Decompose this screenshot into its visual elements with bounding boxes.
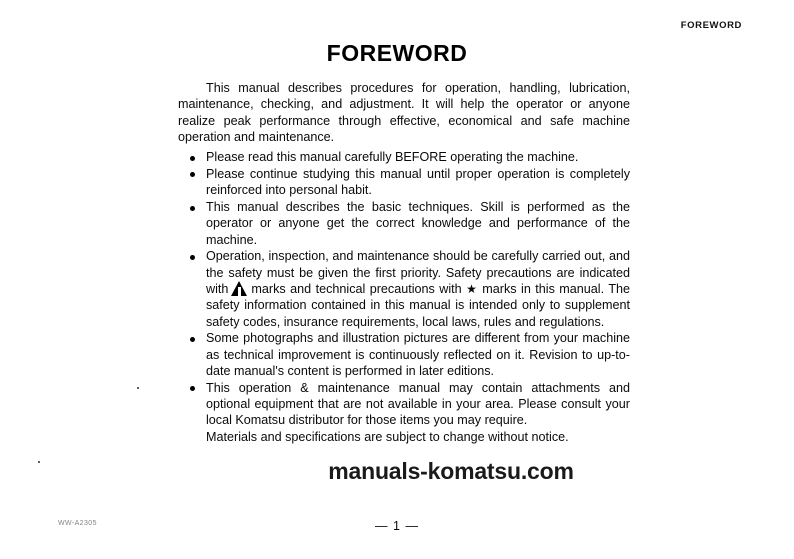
list-item [178,199,630,248]
running-header: FOREWORD [680,20,742,31]
foreword-bullet-list [178,149,630,429]
watermark-text: manuals-komatsu.com [328,458,574,484]
list-item-text: Some photographs and illustration pictures are different from your machine as technical improvement is continuously reflected on it. Revision to up-to-date manual's content is performed in later editions. [206,331,630,379]
list-item [178,380,630,429]
list-item [178,330,630,379]
closing-line: Materials and specifications are subject to change without notice. [206,430,569,445]
bullet-dot-icon [190,255,195,260]
list-item [178,149,630,165]
page-title: FOREWORD [326,40,468,66]
list-item-text-part1: Operation, inspection, and maintenance should be carefully carried out, and the safety must be given the first priority. Safety precautions are indicated with [206,249,630,297]
list-item-text-part3: marks in this manual. The safety information contained in this manual is intended only to supplement safety codes, insurance requirements, local laws, rules and regulations. [206,282,631,329]
scan-speck [38,461,40,463]
bullet-dot-icon [190,386,195,391]
list-item-safety [178,248,630,329]
bullet-dot-icon [190,172,195,177]
bullet-dot-icon [190,206,195,211]
star-icon: ★ [466,282,478,297]
list-item-text: Please read this manual carefully BEFORE operating the machine. [206,150,579,165]
intro-paragraph: This manual describes procedures for operation, handling, lubrication, maintenance, checking, and adjustment. It will help the operator or anyone realize peak performance through effective, economical and safe machine operation and maintenance. [178,81,630,144]
list-item-text: This operation & maintenance manual may contain attachments and optional equipment that are not available in your area. Please consult your local Komatsu distributor for those items you may require. [206,380,630,428]
scan-speck [137,387,139,389]
body-content [178,80,630,446]
bullet-dot-icon [190,337,195,342]
list-item-text: This manual describes the basic techniques. Skill is performed as the operator or anyone get the correct knowledge and performance of the machine. [206,200,630,247]
document-code: WW-A2305 [58,520,97,527]
bullet-dot-icon [190,156,195,161]
list-item [178,166,630,199]
list-item-text-part2: marks and technical precautions with [251,282,462,297]
page-number: — 1 — [375,519,419,533]
warning-triangle-icon [231,281,248,296]
list-item-text: Please continue studying this manual until proper operation is completely reinforced into personal habit. [206,166,630,198]
